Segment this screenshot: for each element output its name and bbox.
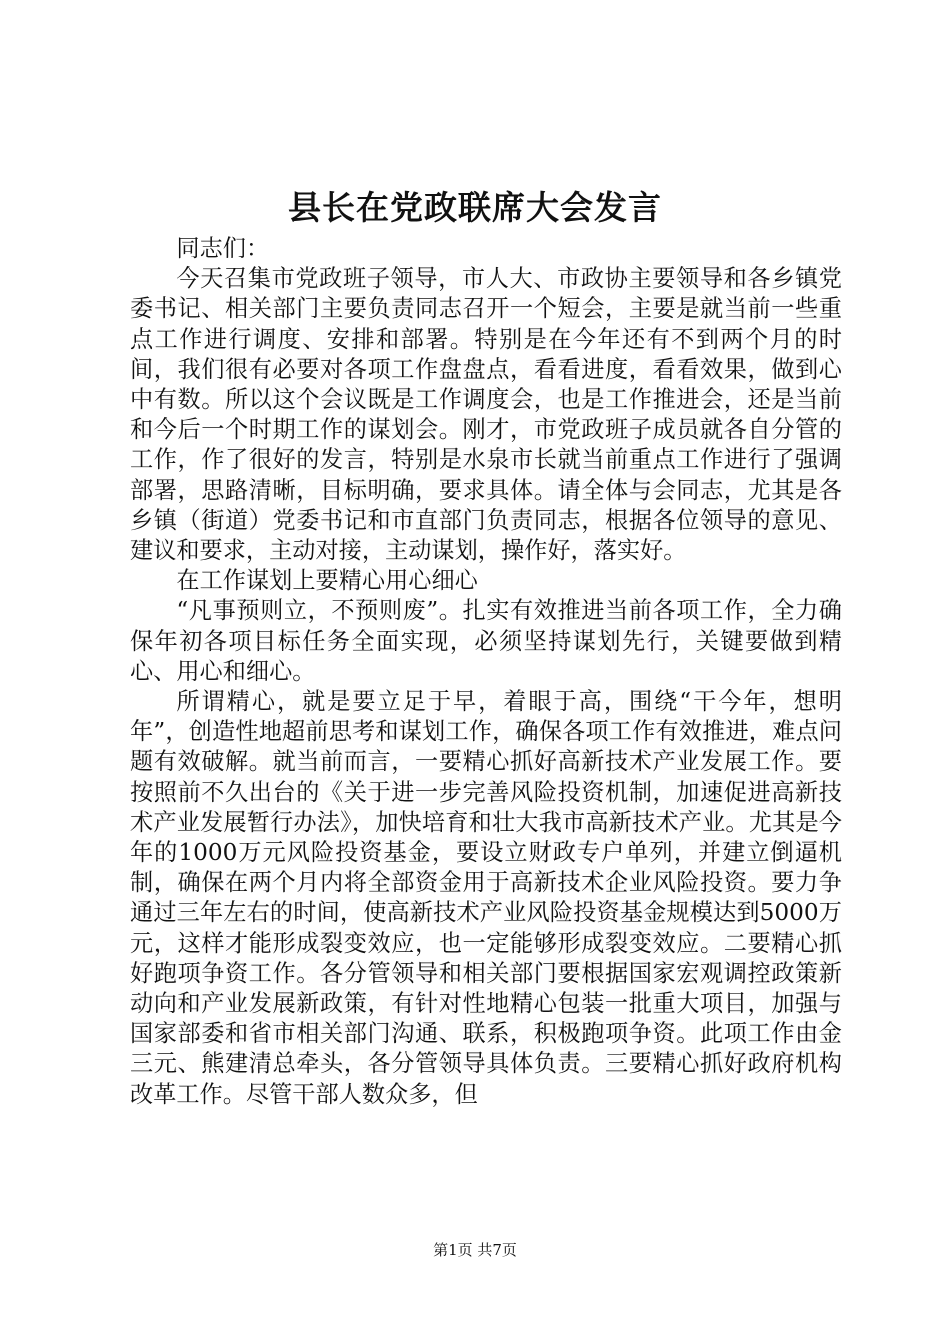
paragraph-planning: “凡事预则立，不预则废”。扎实有效推进当前各项工作，全力确保年初各项目标任务全面实现，必须坚持谋划先行，关键要做到精心、用心和细心。 [130,597,842,685]
section-heading: 在工作谋划上要精心用心细心 [176,567,478,595]
document-body [130,234,842,1110]
page-footer: 第1页 共7页 [433,1241,517,1259]
paragraph-meticulous: 所谓精心，就是要立足于早，着眼于高，围绕“干今年，想明年”，创造性地超前思考和谋划工作，确保各项工作有效推进，难点问题有效破解。就当前而言，一要精心抓好高新技术产业发展工作。要按照前不久出台的《关于进一步完善风险投资机制，加速促进高新技术产业发展暂行办法》，加快培育和壮大我市高新技术产业。尤其是今年的1000万元风险投资基金，要设立财政专户单列，并建立倒逼机制，确保在两个月内将全部资金用于高新技术企业风险投资。要力争通过三年左右的时间，使高新技术产业风险投资基金规模达到5000万元，这样才能形成裂变效应，也一定能够形成裂变效应。二要精心抓好跑项争资工作。各分管领导和相关部门要根据国家宏观调控政策新动向和产业发展新政策，有针对性地精心包装一批重大项目，加强与国家部委和省市相关部门沟通、联系，积极跑项争资。此项工作由金三元、熊建清总牵头，各分管领导具体负责。三要精心抓好政府机构改革工作。尽管干部人数众多，但 [130,688,842,1108]
paragraph-salutation: 同志们： [176,235,270,262]
paragraph-intro: 今天召集市党政班子领导，市人大、市政协主要领导和各乡镇党委书记、相关部门主要负责同志召开一个短会，主要是就当前一些重点工作进行调度、安排和部署。特别是在今年还有不到两个月的时间，我们很有必要对各项工作盘盘点，看看进度，看看效果，做到心中有数。所以这个会议既是工作调度会，也是工作推进会，还是当前和今后一个时期工作的谋划会。刚才，市党政班子成员就各自分管的工作，作了很好的发言，特别是水泉市长就当前重点工作进行了强调部署，思路清晰，目标明确，要求具体。请全体与会同志，尤其是各乡镇（街道）党委书记和市直部门负责同志，根据各位领导的意见、建议和要求，主动对接，主动谋划，操作好，落实好。 [130,265,842,565]
document-title: 县长在党政联席大会发言 [288,188,662,227]
